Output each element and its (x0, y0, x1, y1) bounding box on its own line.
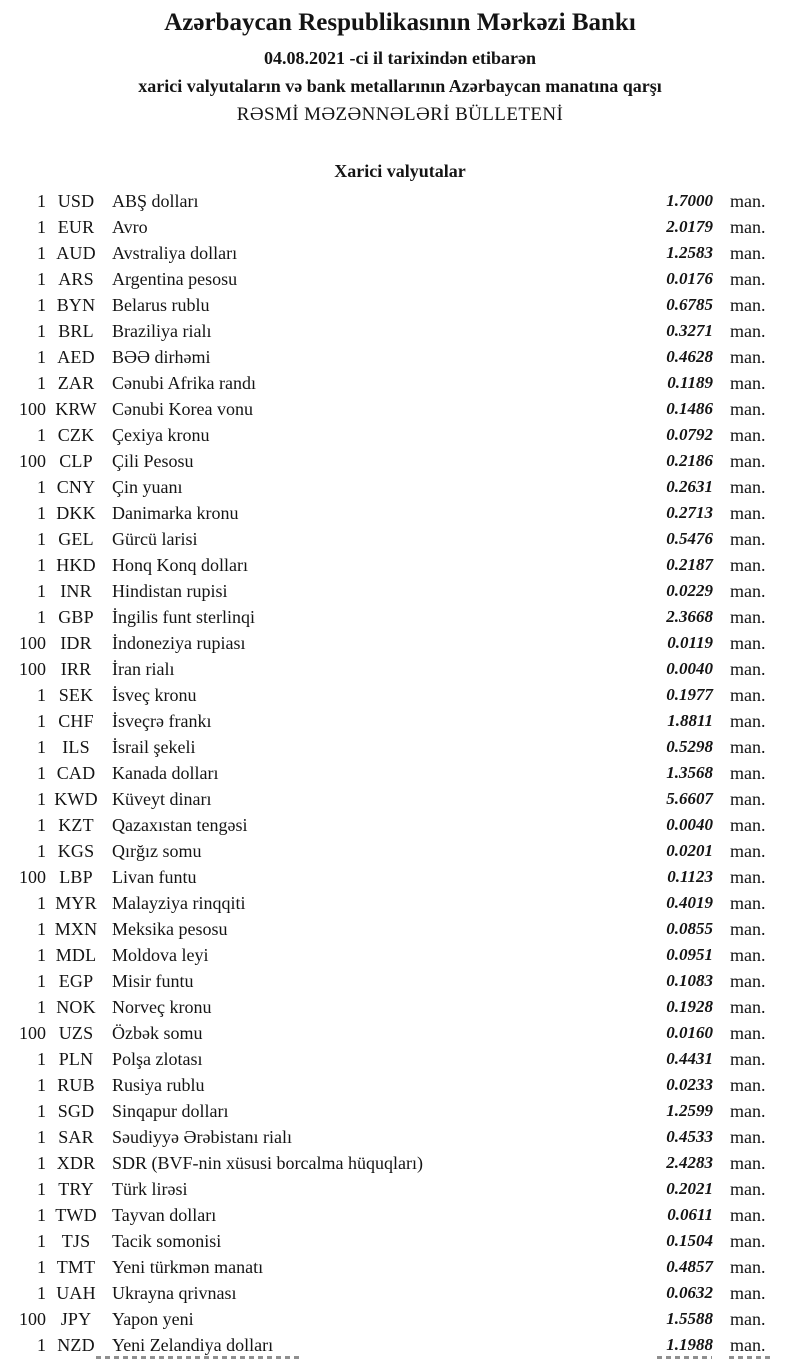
currency-row (0, 916, 800, 942)
currency-row (0, 968, 800, 994)
row-rate: 0.5298 (666, 737, 713, 756)
row-rate: 0.0040 (666, 659, 713, 678)
currency-row (0, 1020, 800, 1046)
row-rate: 0.6785 (666, 295, 713, 314)
row-unit: man. (730, 477, 766, 497)
row-rate: 2.4283 (666, 1153, 713, 1172)
row-quantity: 1 (37, 815, 46, 835)
row-currency-name: Qazaxıstan tengəsi (112, 815, 248, 835)
row-currency-name: Çexiya kronu (112, 425, 210, 445)
row-currency-name: Malayziya rinqqiti (112, 893, 246, 913)
row-rate: 0.0176 (666, 269, 713, 288)
currency-row (0, 1306, 800, 1332)
row-currency-code: INR (60, 581, 92, 601)
row-currency-name: Yapon yeni (112, 1309, 194, 1329)
row-currency-code: KZT (58, 815, 94, 835)
row-unit: man. (730, 321, 766, 341)
row-currency-name: Küveyt dinarı (112, 789, 212, 809)
row-quantity: 1 (37, 243, 46, 263)
row-currency-code: RUB (57, 1075, 95, 1095)
currency-row (0, 578, 800, 604)
row-unit: man. (730, 737, 766, 757)
section-title: Xarici valyutalar (334, 161, 466, 181)
currency-row (0, 526, 800, 552)
currency-row (0, 266, 800, 292)
row-unit: man. (730, 763, 766, 783)
row-unit: man. (730, 555, 766, 575)
row-quantity: 1 (37, 529, 46, 549)
row-rate: 0.4431 (666, 1049, 713, 1068)
row-currency-name: Avstraliya dolları (112, 243, 238, 263)
row-unit: man. (730, 789, 766, 809)
row-rate: 0.0632 (666, 1283, 713, 1302)
row-currency-code: ARS (58, 269, 94, 289)
currency-row (0, 890, 800, 916)
currency-row (0, 1124, 800, 1150)
row-quantity: 100 (19, 451, 46, 471)
row-rate: 0.1083 (666, 971, 713, 990)
row-unit: man. (730, 295, 766, 315)
currency-row (0, 370, 800, 396)
row-currency-name: Misir funtu (112, 971, 194, 991)
row-rate: 0.4857 (666, 1257, 713, 1276)
row-currency-name: Hindistan rupisi (112, 581, 228, 601)
row-quantity: 1 (37, 763, 46, 783)
row-currency-name: SDR (BVF-nin xüsusi borcalma hüquqları) (112, 1153, 423, 1173)
row-currency-code: TWD (55, 1205, 97, 1225)
row-quantity: 1 (37, 1335, 46, 1355)
row-currency-code: IDR (60, 633, 92, 653)
row-rate: 1.5588 (666, 1309, 713, 1328)
currency-row (0, 812, 800, 838)
row-currency-name: BƏƏ dirhəmi (112, 347, 211, 367)
row-currency-name: Kanada dolları (112, 763, 219, 783)
row-quantity: 1 (37, 685, 46, 705)
row-currency-code: JPY (60, 1309, 92, 1329)
row-unit: man. (730, 867, 766, 887)
row-unit: man. (730, 1335, 766, 1355)
row-currency-name: Rusiya rublu (112, 1075, 205, 1095)
row-unit: man. (730, 269, 766, 289)
row-rate: 0.2631 (666, 477, 713, 496)
row-currency-code: MDL (55, 945, 97, 965)
row-currency-code: CZK (57, 425, 95, 445)
row-unit: man. (730, 373, 766, 393)
row-currency-name: Səudiyyə Ərəbistanı rialı (112, 1127, 292, 1147)
row-quantity: 1 (37, 373, 46, 393)
row-quantity: 1 (37, 425, 46, 445)
row-currency-code: TRY (58, 1179, 94, 1199)
row-unit: man. (730, 1127, 766, 1147)
row-currency-code: EUR (57, 217, 95, 237)
row-unit: man. (730, 815, 766, 835)
row-rate: 0.0855 (666, 919, 713, 938)
row-currency-name: Sinqapur dolları (112, 1101, 229, 1121)
currency-row (0, 214, 800, 240)
row-unit: man. (730, 893, 766, 913)
row-currency-name: Livan funtu (112, 867, 197, 887)
row-unit: man. (730, 711, 766, 731)
row-currency-code: AED (57, 347, 95, 367)
currency-row (0, 630, 800, 656)
row-unit: man. (730, 451, 766, 471)
currency-row (0, 318, 800, 344)
currency-table (0, 188, 800, 1358)
row-quantity: 1 (37, 789, 46, 809)
row-currency-name: Yeni türkmən manatı (112, 1257, 264, 1277)
row-currency-code: TJS (61, 1231, 91, 1251)
row-unit: man. (730, 1179, 766, 1199)
row-currency-code: GBP (58, 607, 94, 627)
row-quantity: 100 (19, 1309, 46, 1329)
row-quantity: 1 (37, 581, 46, 601)
row-quantity: 1 (37, 1257, 46, 1277)
row-unit: man. (730, 1049, 766, 1069)
currency-row (0, 292, 800, 318)
row-currency-code: MYR (55, 893, 97, 913)
row-currency-code: XDR (56, 1153, 96, 1173)
row-unit: man. (730, 217, 766, 237)
row-quantity: 1 (37, 893, 46, 913)
row-currency-name: İndoneziya rupiası (112, 633, 246, 653)
currency-row (0, 448, 800, 474)
row-quantity: 1 (37, 503, 46, 523)
row-unit: man. (730, 685, 766, 705)
row-unit: man. (730, 1309, 766, 1329)
row-rate: 1.1988 (666, 1335, 713, 1354)
row-currency-code: PLN (58, 1049, 94, 1069)
row-rate: 1.7000 (666, 191, 713, 210)
row-unit: man. (730, 581, 766, 601)
row-quantity: 1 (37, 1153, 46, 1173)
currency-row (0, 344, 800, 370)
row-quantity: 1 (37, 737, 46, 757)
currency-row (0, 1332, 800, 1358)
currency-row (0, 188, 800, 214)
currency-row (0, 864, 800, 890)
row-unit: man. (730, 607, 766, 627)
row-rate: 0.1486 (666, 399, 713, 418)
row-currency-name: Polşa zlotası (112, 1049, 203, 1069)
currency-row (0, 1098, 800, 1124)
row-currency-name: Moldova leyi (112, 945, 209, 965)
row-unit: man. (730, 399, 766, 419)
row-rate: 0.3271 (666, 321, 713, 340)
row-rate: 0.0040 (666, 815, 713, 834)
row-rate: 0.1504 (666, 1231, 713, 1250)
currency-row (0, 1228, 800, 1254)
row-quantity: 1 (37, 191, 46, 211)
row-rate: 0.1977 (666, 685, 713, 704)
row-rate: 0.5476 (666, 529, 713, 548)
row-currency-name: Tayvan dolları (112, 1205, 217, 1225)
row-unit: man. (730, 997, 766, 1017)
row-quantity: 1 (37, 347, 46, 367)
row-unit: man. (730, 841, 766, 861)
bulletin-header (0, 0, 800, 128)
row-currency-name: Cənubi Korea vonu (112, 399, 253, 419)
row-quantity: 1 (37, 945, 46, 965)
row-currency-code: USD (57, 191, 95, 211)
row-unit: man. (730, 659, 766, 679)
row-currency-code: HKD (56, 555, 96, 575)
row-rate: 0.0119 (667, 633, 713, 652)
row-rate: 0.4019 (666, 893, 713, 912)
row-currency-code: CAD (56, 763, 96, 783)
row-quantity: 1 (37, 1075, 46, 1095)
row-currency-code: KWD (54, 789, 98, 809)
row-quantity: 100 (19, 659, 46, 679)
currency-row (0, 240, 800, 266)
currency-row (0, 760, 800, 786)
row-quantity: 1 (37, 321, 46, 341)
row-unit: man. (730, 503, 766, 523)
row-unit: man. (730, 945, 766, 965)
row-currency-name: Qırğız somu (112, 841, 202, 861)
row-rate: 0.2713 (666, 503, 713, 522)
row-unit: man. (730, 633, 766, 653)
row-currency-code: GEL (58, 529, 94, 549)
row-unit: man. (730, 1205, 766, 1225)
row-rate: 0.0611 (667, 1205, 713, 1224)
currency-row (0, 474, 800, 500)
row-currency-name: İsrail şekeli (112, 737, 196, 757)
currency-row (0, 500, 800, 526)
row-currency-name: Çili Pesosu (112, 451, 194, 471)
row-currency-code: UAH (56, 1283, 96, 1303)
row-currency-code: LBP (59, 867, 93, 887)
currency-row (0, 1202, 800, 1228)
row-quantity: 1 (37, 1231, 46, 1251)
row-currency-name: İran rialı (112, 659, 175, 679)
currency-row (0, 786, 800, 812)
row-quantity: 1 (37, 1101, 46, 1121)
row-quantity: 100 (19, 1023, 46, 1043)
row-rate: 0.0201 (666, 841, 713, 860)
row-currency-code: CLP (59, 451, 93, 471)
row-currency-name: İngilis funt sterlinqi (112, 607, 255, 627)
row-rate: 0.1123 (667, 867, 713, 886)
row-currency-code: AUD (56, 243, 96, 263)
row-currency-name: ABŞ dolları (112, 191, 199, 211)
row-currency-code: EGP (58, 971, 94, 991)
row-unit: man. (730, 1101, 766, 1121)
currency-row (0, 1254, 800, 1280)
row-currency-code: KGS (57, 841, 95, 861)
row-unit: man. (730, 1075, 766, 1095)
row-quantity: 1 (37, 1049, 46, 1069)
row-unit: man. (730, 191, 766, 211)
row-quantity: 1 (37, 997, 46, 1017)
row-quantity: 100 (19, 399, 46, 419)
row-currency-code: ILS (62, 737, 90, 757)
row-currency-code: TMT (56, 1257, 96, 1277)
row-currency-name: Yeni Zelandiya dolları (112, 1335, 274, 1355)
row-currency-code: SEK (58, 685, 94, 705)
row-currency-name: Meksika pesosu (112, 919, 228, 939)
row-currency-name: Özbək somu (112, 1023, 203, 1043)
row-rate: 0.0160 (666, 1023, 713, 1042)
currency-row (0, 1072, 800, 1098)
currency-row (0, 942, 800, 968)
currency-row (0, 552, 800, 578)
row-currency-code: CNY (56, 477, 96, 497)
row-rate: 1.8811 (667, 711, 713, 730)
currency-row (0, 708, 800, 734)
row-currency-name: Türk lirəsi (112, 1179, 188, 1199)
row-quantity: 1 (37, 269, 46, 289)
row-currency-name: Ukrayna qrivnası (112, 1283, 237, 1303)
row-currency-code: SAR (58, 1127, 94, 1147)
row-unit: man. (730, 1257, 766, 1277)
row-currency-name: Danimarka kronu (112, 503, 239, 523)
row-rate: 5.6607 (666, 789, 713, 808)
row-quantity: 1 (37, 1127, 46, 1147)
row-currency-name: Norveç kronu (112, 997, 212, 1017)
row-unit: man. (730, 425, 766, 445)
row-currency-name: Çin yuanı (112, 477, 183, 497)
row-rate: 0.2021 (666, 1179, 713, 1198)
row-currency-code: NZD (57, 1335, 95, 1355)
row-currency-code: CHF (58, 711, 94, 731)
row-quantity: 1 (37, 919, 46, 939)
row-quantity: 1 (37, 711, 46, 731)
row-unit: man. (730, 347, 766, 367)
row-rate: 2.3668 (666, 607, 713, 626)
row-rate: 1.2583 (666, 243, 713, 262)
row-quantity: 1 (37, 1283, 46, 1303)
currency-row (0, 656, 800, 682)
row-unit: man. (730, 1023, 766, 1043)
row-quantity: 1 (37, 295, 46, 315)
row-currency-code: IRR (60, 659, 92, 679)
currency-row (0, 682, 800, 708)
currency-row (0, 994, 800, 1020)
currency-row (0, 422, 800, 448)
row-quantity: 1 (37, 1179, 46, 1199)
row-rate: 0.4533 (666, 1127, 713, 1146)
currency-row (0, 604, 800, 630)
row-rate: 1.3568 (666, 763, 713, 782)
row-rate: 0.2186 (666, 451, 713, 470)
row-currency-code: MXN (54, 919, 98, 939)
row-quantity: 1 (37, 607, 46, 627)
row-currency-code: BYN (56, 295, 96, 315)
row-rate: 0.0229 (666, 581, 713, 600)
row-currency-code: DKK (56, 503, 96, 523)
row-currency-name: Braziliya rialı (112, 321, 212, 341)
row-currency-code: UZS (58, 1023, 94, 1043)
row-unit: man. (730, 1153, 766, 1173)
row-unit: man. (730, 1283, 766, 1303)
currency-row (0, 1280, 800, 1306)
row-currency-code: KRW (55, 399, 97, 419)
row-currency-name: Gürcü larisi (112, 529, 198, 549)
row-quantity: 1 (37, 477, 46, 497)
row-currency-name: İsveç kronu (112, 685, 197, 705)
row-quantity: 100 (19, 633, 46, 653)
row-currency-code: BRL (58, 321, 94, 341)
row-quantity: 100 (19, 867, 46, 887)
currency-row (0, 838, 800, 864)
row-quantity: 1 (37, 971, 46, 991)
currency-row (0, 1046, 800, 1072)
row-quantity: 1 (37, 555, 46, 575)
row-rate: 0.0951 (666, 945, 713, 964)
row-rate: 0.1189 (667, 373, 713, 392)
bulletin-title: RƏSMİ MƏZƏNNƏLƏRİ BÜLLETENİ (236, 104, 564, 125)
effective-date: 04.08.2021 -ci il tarixindən etibarən (264, 48, 536, 68)
row-currency-name: Argentina pesosu (112, 269, 238, 289)
row-rate: 1.2599 (666, 1101, 713, 1120)
row-currency-code: NOK (56, 997, 96, 1017)
row-unit: man. (730, 1231, 766, 1251)
row-rate: 0.4628 (666, 347, 713, 366)
row-rate: 0.0233 (666, 1075, 713, 1094)
row-currency-name: Honq Konq dolları (112, 555, 248, 575)
row-quantity: 1 (37, 217, 46, 237)
bank-title: Azərbaycan Respublikasının Mərkəzi Bankı (164, 9, 636, 36)
row-currency-name: Avro (112, 217, 148, 237)
currency-row (0, 734, 800, 760)
row-unit: man. (730, 243, 766, 263)
currency-row (0, 1176, 800, 1202)
row-rate: 2.0179 (666, 217, 713, 236)
row-unit: man. (730, 529, 766, 549)
row-rate: 0.2187 (666, 555, 713, 574)
row-currency-code: SGD (57, 1101, 95, 1121)
row-currency-name: Cənubi Afrika randı (112, 373, 256, 393)
row-currency-code: ZAR (57, 373, 95, 393)
row-rate: 0.1928 (666, 997, 713, 1016)
currency-row (0, 396, 800, 422)
row-unit: man. (730, 919, 766, 939)
row-quantity: 1 (37, 1205, 46, 1225)
row-currency-name: Belarus rublu (112, 295, 210, 315)
row-quantity: 1 (37, 841, 46, 861)
row-unit: man. (730, 971, 766, 991)
currency-row (0, 1150, 800, 1176)
row-currency-name: İsveçrə frankı (112, 711, 212, 731)
row-rate: 0.0792 (666, 425, 713, 444)
bulletin-subtitle: xarici valyutaların və bank metallarının Azərbaycan manatına qarşı (138, 76, 662, 96)
row-currency-name: Tacik somonisi (112, 1231, 222, 1251)
